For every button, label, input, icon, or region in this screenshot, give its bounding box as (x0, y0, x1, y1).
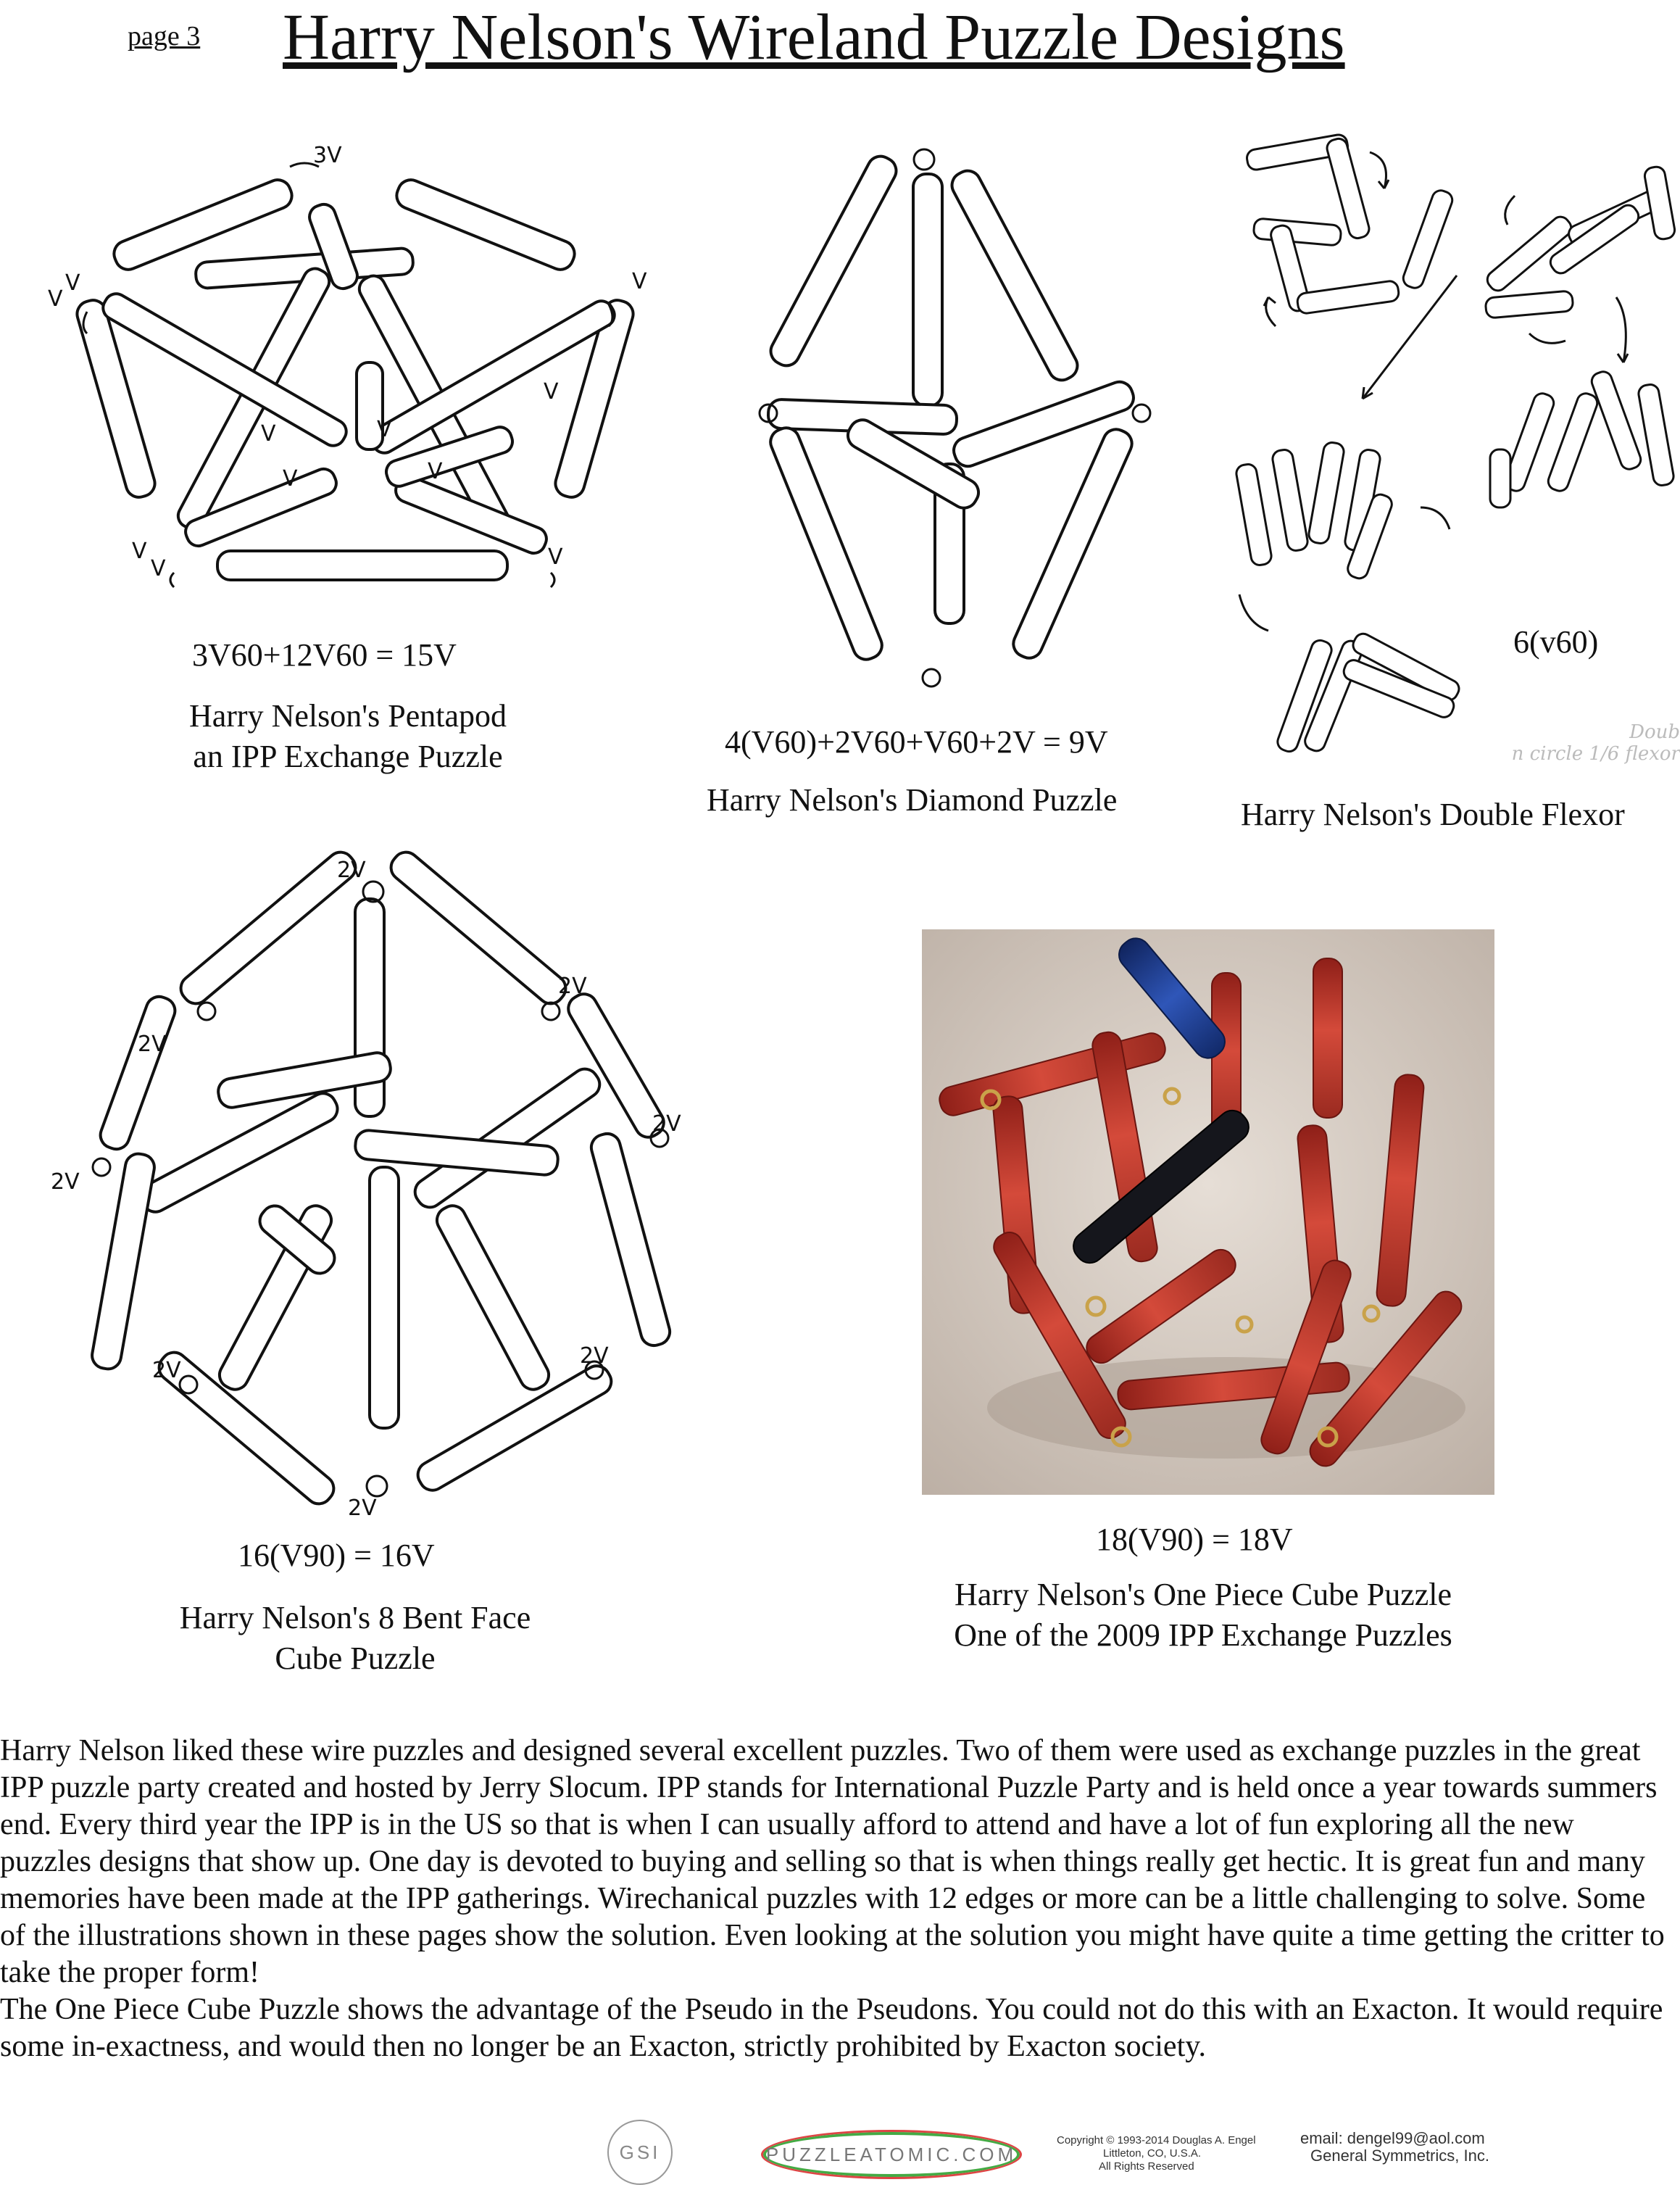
one-piece-cube-caption-line1: Harry Nelson's One Piece Cube Puzzle (954, 1577, 1452, 1612)
article-body (0, 1733, 1667, 2065)
hand-label: V (632, 269, 647, 294)
body-paragraph-2: The One Piece Cube Puzzle shows the advantage of the Pseudo in the Pseudons. You could not do this with an Exacton. It would require some in-exactness, and would then no longer be an Exacton, strictly prohibited by Exacton society. (0, 1993, 1663, 2063)
hand-label: 2V (138, 1032, 167, 1057)
rod (90, 1152, 156, 1371)
rod (1010, 426, 1136, 663)
hand-label: V (132, 539, 147, 564)
page-number: page 3 (128, 21, 201, 51)
rod (370, 1167, 399, 1428)
faint-note-line2: n circle 1/6 flexor (1511, 743, 1680, 765)
hand-label: 2V (51, 1169, 80, 1195)
one-piece-cube-caption (913, 1575, 1493, 1656)
hand-label: V (283, 466, 298, 491)
hand-label: V (261, 421, 276, 447)
copyright-line1: Copyright © 1993-2014 Douglas A. Engel (1057, 2134, 1256, 2147)
puzzleatomic-logo (761, 2130, 1022, 2179)
rod (433, 1201, 554, 1394)
rod (1253, 218, 1342, 246)
contact-block (1300, 2130, 1489, 2165)
rod (175, 848, 361, 1009)
hand-label: 2V (558, 974, 587, 999)
pentapod-caption-line1: Harry Nelson's Pentapod (188, 698, 507, 734)
rod (1297, 280, 1400, 314)
hand-label: V (428, 459, 443, 484)
bent-face-cube-caption-line2: Cube Puzzle (275, 1641, 436, 1676)
hand-label: 2V (337, 858, 366, 883)
hand-label: 2V (580, 1343, 609, 1369)
rod (217, 551, 507, 580)
gsi-logo (607, 2120, 673, 2185)
one-piece-cube-photo (922, 929, 1494, 1495)
rod (1490, 449, 1510, 507)
rod (1307, 441, 1345, 545)
rod (766, 152, 901, 370)
puzzleatomic-logo-text: PUZZLEATOMIC.COM (765, 2143, 1018, 2165)
copyright-line2: Littleton, CO, U.S.A. (1103, 2147, 1202, 2160)
rod (589, 1131, 673, 1348)
diamond-drawing (739, 138, 1203, 703)
rod (393, 176, 578, 273)
copyright-block (1057, 2134, 1256, 2173)
copyright-line3: All Rights Reserved (1099, 2160, 1194, 2173)
rod (767, 424, 886, 663)
diamond-formula: 4(V60)+2V60+V60+2V = 9V (725, 724, 1108, 760)
pentapod-caption (152, 696, 544, 777)
rod (386, 848, 571, 1009)
rod (1644, 165, 1676, 240)
gsi-logo-text: GSI (619, 2141, 661, 2163)
hand-label: V (544, 379, 559, 405)
hand-label: 2V (152, 1358, 181, 1383)
pentapod-drawing (43, 138, 667, 602)
rod (1485, 291, 1573, 318)
bent-face-cube-caption-line1: Harry Nelson's 8 Bent Face (179, 1600, 531, 1635)
bent-face-cube-formula: 16(V90) = 16V (238, 1538, 435, 1573)
rod (1271, 449, 1309, 552)
faint-note-line1: Doub (1629, 721, 1680, 743)
rod (1313, 958, 1342, 1118)
double-flexor-drawing (1225, 130, 1680, 761)
hand-label: V (548, 544, 563, 570)
hand-label: 2V (652, 1111, 681, 1137)
diamond-caption: Harry Nelson's Diamond Puzzle (707, 782, 1118, 818)
company-name: General Symmetrics, Inc. (1310, 2147, 1489, 2165)
bent-face-cube-caption (145, 1598, 565, 1679)
one-piece-cube-formula: 18(V90) = 18V (1096, 1522, 1293, 1557)
cube-photo-illustration (922, 929, 1494, 1495)
rod (947, 166, 1082, 384)
hand-label: V (151, 556, 166, 581)
rod (1637, 383, 1675, 487)
email-link[interactable]: email: dengel99@aol.com (1300, 2129, 1485, 2147)
rod (413, 1361, 616, 1496)
one-piece-cube-caption-line2: One of the 2009 IPP Exchange Puzzles (954, 1617, 1452, 1653)
rod (1235, 463, 1273, 567)
rod (913, 174, 942, 406)
double-flexor-formula: 6(v60) (1513, 624, 1599, 660)
hand-label: V (48, 286, 63, 312)
rod (97, 993, 179, 1153)
page-title: Harry Nelson's Wireland Puzzle Designs (283, 1, 1345, 73)
rod (1589, 369, 1643, 471)
double-flexor-caption: Harry Nelson's Double Flexor (1241, 797, 1625, 832)
hand-label: V (65, 270, 80, 296)
pentapod-caption-line2: an IPP Exchange Puzzle (193, 739, 503, 774)
hand-label: 3V (313, 143, 342, 168)
hand-label: V (377, 417, 392, 442)
pentapod-formula: 3V60+12V60 = 15V (192, 637, 457, 673)
rod (1401, 188, 1455, 290)
hand-label: 2V (348, 1496, 377, 1521)
double-flexor-faint-note (1426, 721, 1680, 765)
rod (136, 1089, 342, 1216)
bent-face-cube-drawing (43, 848, 710, 1530)
body-paragraph-1: Harry Nelson liked these wire puzzles and designed several excellent puzzles. Two of them were used as exchange puzzles in the great IPP puzzle party created and hosted by Jerry Slocum. IPP stands for International Puzzle Party and is held once a year towards summers end. Every third year the IPP is in the US so that is when I can usually afford to attend and have a lot of fun exploring all the new puzzles designs that show up. One day is devoted to buying and selling so that is when things really get hectic. It is great fun and many memories have been made at the IPP gatherings. Wirechanical puzzles with 12 edges or more can be a little challenging to solve. Some of the illustrations shown in these pages show the solution. Even looking at the solution you might have quite a time getting the critter to take the proper form! (0, 1734, 1665, 1989)
